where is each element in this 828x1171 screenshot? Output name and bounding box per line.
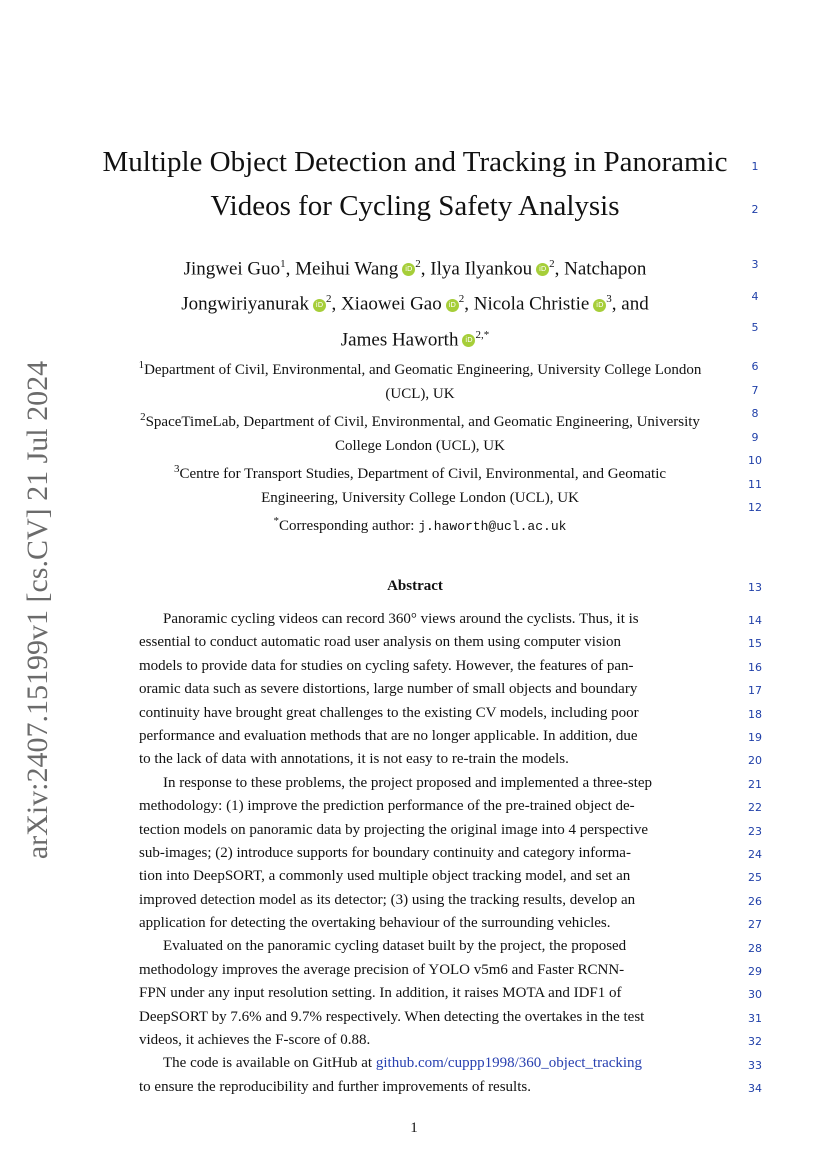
author-list: Jingwei Guo$^1$, Meihui Wang iD $^2$, Ilya Ilyankou iD $^2$, Natchapon Jongwiriyanurak iD $^2$, Xiaowei Gao iD $^2$, Nicola Christie iD $^3$, and James Haworth iD $^{2,*}$ xyxy=(181,258,649,350)
abstract-body xyxy=(139,608,689,1099)
line-number: 18 xyxy=(748,707,762,721)
corresponding-email[interactable]: j.haworth@ucl.ac.uk xyxy=(418,519,567,534)
line-number: 31 xyxy=(748,1011,762,1025)
author-name: Xiaowei Gao xyxy=(340,293,442,315)
affiliations: $^1$Department of Civil, Environmental, and Geomatic Engineering, University College London (UCL), UK $^2$SpaceTimeLab, Department of Civil, Environmental, and Geomatic Engineering, University College London (UCL), UK $^3$Centre for Transport Studies, Department of Civil, Environmental, and Geomatic Engineering, University College London (UCL), UK *Corresponding author: j.haworth@ucl.ac.uk xyxy=(100,354,740,539)
author-name: Natchapon xyxy=(564,258,647,280)
author-name: James Haworth xyxy=(340,328,459,350)
abstract-line: tion into DeepSORT, a commonly used multiple object tracking model, and set an xyxy=(139,868,631,885)
abstract-line: essential to conduct automatic road user analysis on them using computer vision xyxy=(139,634,621,651)
abstract-line: continuity have brought great challenges to the existing CV models, including poor xyxy=(139,704,639,721)
abstract-line: to ensure the reproducibility and further improvements of results. xyxy=(139,1078,531,1095)
page-number: 1 xyxy=(410,1120,418,1136)
author-name: Ilya Ilyankou xyxy=(430,258,533,280)
title-line-1: Multiple Object Detection and Tracking in Panoramic xyxy=(102,146,728,178)
line-number: 32 xyxy=(748,1035,762,1049)
line-number: 10 xyxy=(748,454,762,467)
line-number: 24 xyxy=(748,848,762,861)
abstract-heading: Abstract xyxy=(387,578,443,594)
line-number: 1 xyxy=(751,160,759,173)
code-availability-line: The code is available on GitHub at github.com/cuppp1998/360_object_tracking xyxy=(163,1055,643,1072)
line-number: 25 xyxy=(748,871,762,885)
line-number: 34 xyxy=(748,1082,762,1095)
abstract-line: Panoramic cycling videos can record 360° views around the cyclists. Thus, it is xyxy=(163,611,639,627)
line-number: 13 xyxy=(748,581,762,594)
abstract-line: methodology: (1) improve the prediction performance of the pre-trained object de- xyxy=(139,798,635,815)
affiliation-line: Centre for Transport Studies, Department of Civil, Environmental, and Geomatic xyxy=(179,466,667,482)
abstract-line: to the lack of data with annotations, it is not easy to re-train the models. xyxy=(139,751,569,768)
line-number: 2 xyxy=(751,203,759,216)
line-number: 20 xyxy=(748,754,762,768)
author-name: Jongwiriyanurak xyxy=(181,293,309,315)
line-number: 3 xyxy=(751,258,759,271)
affiliation-line: SpaceTimeLab, Department of Civil, Environmental, and Geomatic Engineering, University xyxy=(145,414,700,430)
abstract-line: videos, it achieves the F-score of 0.88. xyxy=(139,1032,371,1049)
line-number: 19 xyxy=(748,731,762,744)
author-name: Jingwei Guo xyxy=(183,258,281,280)
author-name: Nicola Christie xyxy=(473,293,590,315)
abstract-line: models to provide data for studies on cycling safety. However, the features of pan- xyxy=(139,657,634,674)
title-line-2: Videos for Cycling Safety Analysis xyxy=(210,190,620,222)
orcid-icon[interactable]: iD xyxy=(462,334,475,347)
affiliation-line: College London (UCL), UK xyxy=(335,437,505,454)
line-number: 5 xyxy=(751,321,759,334)
abstract-line: sub-images; (2) introduce supports for boundary continuity and category informa- xyxy=(139,844,631,861)
abstract-line: performance and evaluation methods that are no longer applicable. In addition, due xyxy=(139,727,638,744)
line-number: 4 xyxy=(751,290,759,303)
line-number: 28 xyxy=(748,941,762,955)
author-name: Meihui Wang xyxy=(295,258,399,280)
line-number: 7 xyxy=(751,384,759,397)
abstract-line: improved detection model as its detector; (3) using the tracking results, develop an xyxy=(139,891,636,908)
line-number: 29 xyxy=(748,965,762,978)
line-number: 23 xyxy=(748,824,762,838)
abstract-line: In response to these problems, the project proposed and implemented a three-step xyxy=(163,774,653,791)
author-conjunction: and xyxy=(621,293,649,315)
line-number: 11 xyxy=(748,478,762,491)
line-number: 15 xyxy=(748,637,762,651)
affiliation-line: (UCL), UK xyxy=(385,385,455,402)
orcid-icon[interactable]: iD xyxy=(446,299,459,312)
line-number: 27 xyxy=(748,918,762,932)
line-number: 9 xyxy=(751,431,759,444)
abstract-line: application for detecting the overtaking behaviour of the surrounding vehicles. xyxy=(139,915,611,932)
line-number: 21 xyxy=(748,777,762,791)
line-number: 22 xyxy=(748,801,762,815)
line-number: 33 xyxy=(748,1058,762,1072)
orcid-icon[interactable]: iD xyxy=(402,263,415,276)
line-number: 16 xyxy=(748,660,762,674)
abstract-line: oramic data such as severe distortions, large number of small objects and boundary xyxy=(139,681,638,698)
line-number: 30 xyxy=(748,988,762,1002)
orcid-icon[interactable]: iD xyxy=(313,299,326,312)
line-number: 8 xyxy=(751,407,759,420)
abstract-line: tection models on panoramic data by projecting the original image into 4 perspective xyxy=(139,821,649,838)
abstract-line: DeepSORT by 7.6% and 9.7% respectively. When detecting the overtakes in the test xyxy=(139,1008,645,1025)
corresponding-author: *Corresponding author: j.haworth@ucl.ac.uk xyxy=(273,515,567,534)
github-link[interactable]: github.com/cuppp1998/360_object_tracking xyxy=(375,1055,643,1072)
abstract-line: FPN under any input resolution setting. In addition, it raises MOTA and IDF1 of xyxy=(139,985,622,1002)
abstract-line: methodology improves the average precision of YOLO v5m6 and Faster RCNN- xyxy=(139,961,625,978)
line-number: 12 xyxy=(748,501,762,514)
paper-title xyxy=(100,140,730,228)
orcid-icon[interactable]: iD xyxy=(536,263,549,276)
line-number: 17 xyxy=(748,684,762,698)
abstract-line: Evaluated on the panoramic cycling dataset built by the project, the proposed xyxy=(163,938,627,955)
line-number: 6 xyxy=(751,360,759,373)
line-number: 26 xyxy=(748,894,762,908)
affiliation-line: Department of Civil, Environmental, and Geomatic Engineering, University College London xyxy=(144,362,702,378)
line-number: 14 xyxy=(748,614,762,627)
orcid-icon[interactable]: iD xyxy=(593,299,606,312)
affiliation-line: Engineering, University College London (UCL), UK xyxy=(261,489,579,506)
arxiv-stamp: arXiv:2407.15199v1 [cs.CV] 21 Jul 2024 xyxy=(21,360,54,860)
